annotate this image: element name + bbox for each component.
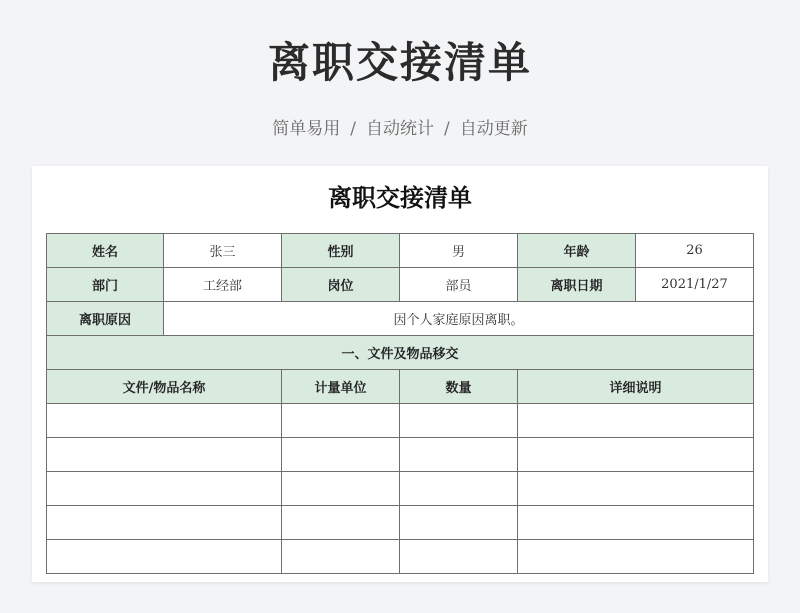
tag-auto-stat: 自动统计: [366, 119, 434, 139]
dept-cell[interactable]: 工经部: [164, 268, 282, 302]
dept-label: 部门: [47, 268, 164, 302]
feature-tagline: [0, 114, 800, 139]
page-title: 离职交接清单: [267, 38, 532, 87]
date-label: 离职日期: [518, 268, 636, 302]
col-header-quantity: 数量: [400, 370, 518, 404]
unit-cell[interactable]: [282, 404, 400, 438]
age-label: 年龄: [518, 234, 636, 268]
quantity-cell[interactable]: [400, 404, 518, 438]
unit-cell[interactable]: [282, 472, 400, 506]
column-header-row: [47, 370, 754, 404]
tag-auto-update: 自动更新: [459, 119, 528, 139]
quantity-cell[interactable]: [400, 506, 518, 540]
quantity-cell[interactable]: [400, 438, 518, 472]
info-row-3: [47, 302, 754, 336]
post-label: 岗位: [282, 268, 400, 302]
gender-cell[interactable]: 男: [400, 234, 518, 268]
section-header-row: [47, 336, 754, 370]
details-cell[interactable]: [518, 404, 754, 438]
handover-form-table: [46, 233, 754, 574]
table-row: [47, 438, 754, 472]
unit-cell[interactable]: [282, 438, 400, 472]
item-name-cell[interactable]: [47, 506, 282, 540]
unit-cell[interactable]: [282, 540, 400, 574]
info-row-2: [47, 268, 754, 302]
age-cell[interactable]: 26: [636, 234, 754, 268]
table-row: [47, 506, 754, 540]
col-header-unit: 计量单位: [282, 370, 400, 404]
name-cell[interactable]: 张三: [164, 234, 282, 268]
spreadsheet-preview: [32, 166, 768, 582]
details-cell[interactable]: [518, 506, 754, 540]
table-row: [47, 472, 754, 506]
tag-separator: /: [350, 119, 356, 139]
details-cell[interactable]: [518, 438, 754, 472]
unit-cell[interactable]: [282, 506, 400, 540]
reason-label: 离职原因: [47, 302, 164, 336]
section-title: 一、文件及物品移交: [47, 336, 754, 370]
details-cell[interactable]: [518, 472, 754, 506]
quantity-cell[interactable]: [400, 472, 518, 506]
quantity-cell[interactable]: [400, 540, 518, 574]
post-cell[interactable]: 部员: [400, 268, 518, 302]
col-header-details: 详细说明: [518, 370, 754, 404]
info-row-1: [47, 234, 754, 268]
reason-cell[interactable]: 因个人家庭原因离职。: [164, 302, 754, 336]
table-row: [47, 540, 754, 574]
tag-easy: 简单易用: [272, 119, 341, 139]
sheet-title: 离职交接清单: [328, 183, 472, 212]
item-name-cell[interactable]: [47, 540, 282, 574]
table-row: [47, 404, 754, 438]
name-label: 姓名: [47, 234, 164, 268]
item-name-cell[interactable]: [47, 438, 282, 472]
date-cell[interactable]: 2021/1/27: [636, 268, 754, 302]
item-name-cell[interactable]: [47, 472, 282, 506]
tag-separator: /: [444, 119, 450, 139]
gender-label: 性别: [282, 234, 400, 268]
col-header-item-name: 文件/物品名称: [47, 370, 282, 404]
details-cell[interactable]: [518, 540, 754, 574]
item-name-cell[interactable]: [47, 404, 282, 438]
